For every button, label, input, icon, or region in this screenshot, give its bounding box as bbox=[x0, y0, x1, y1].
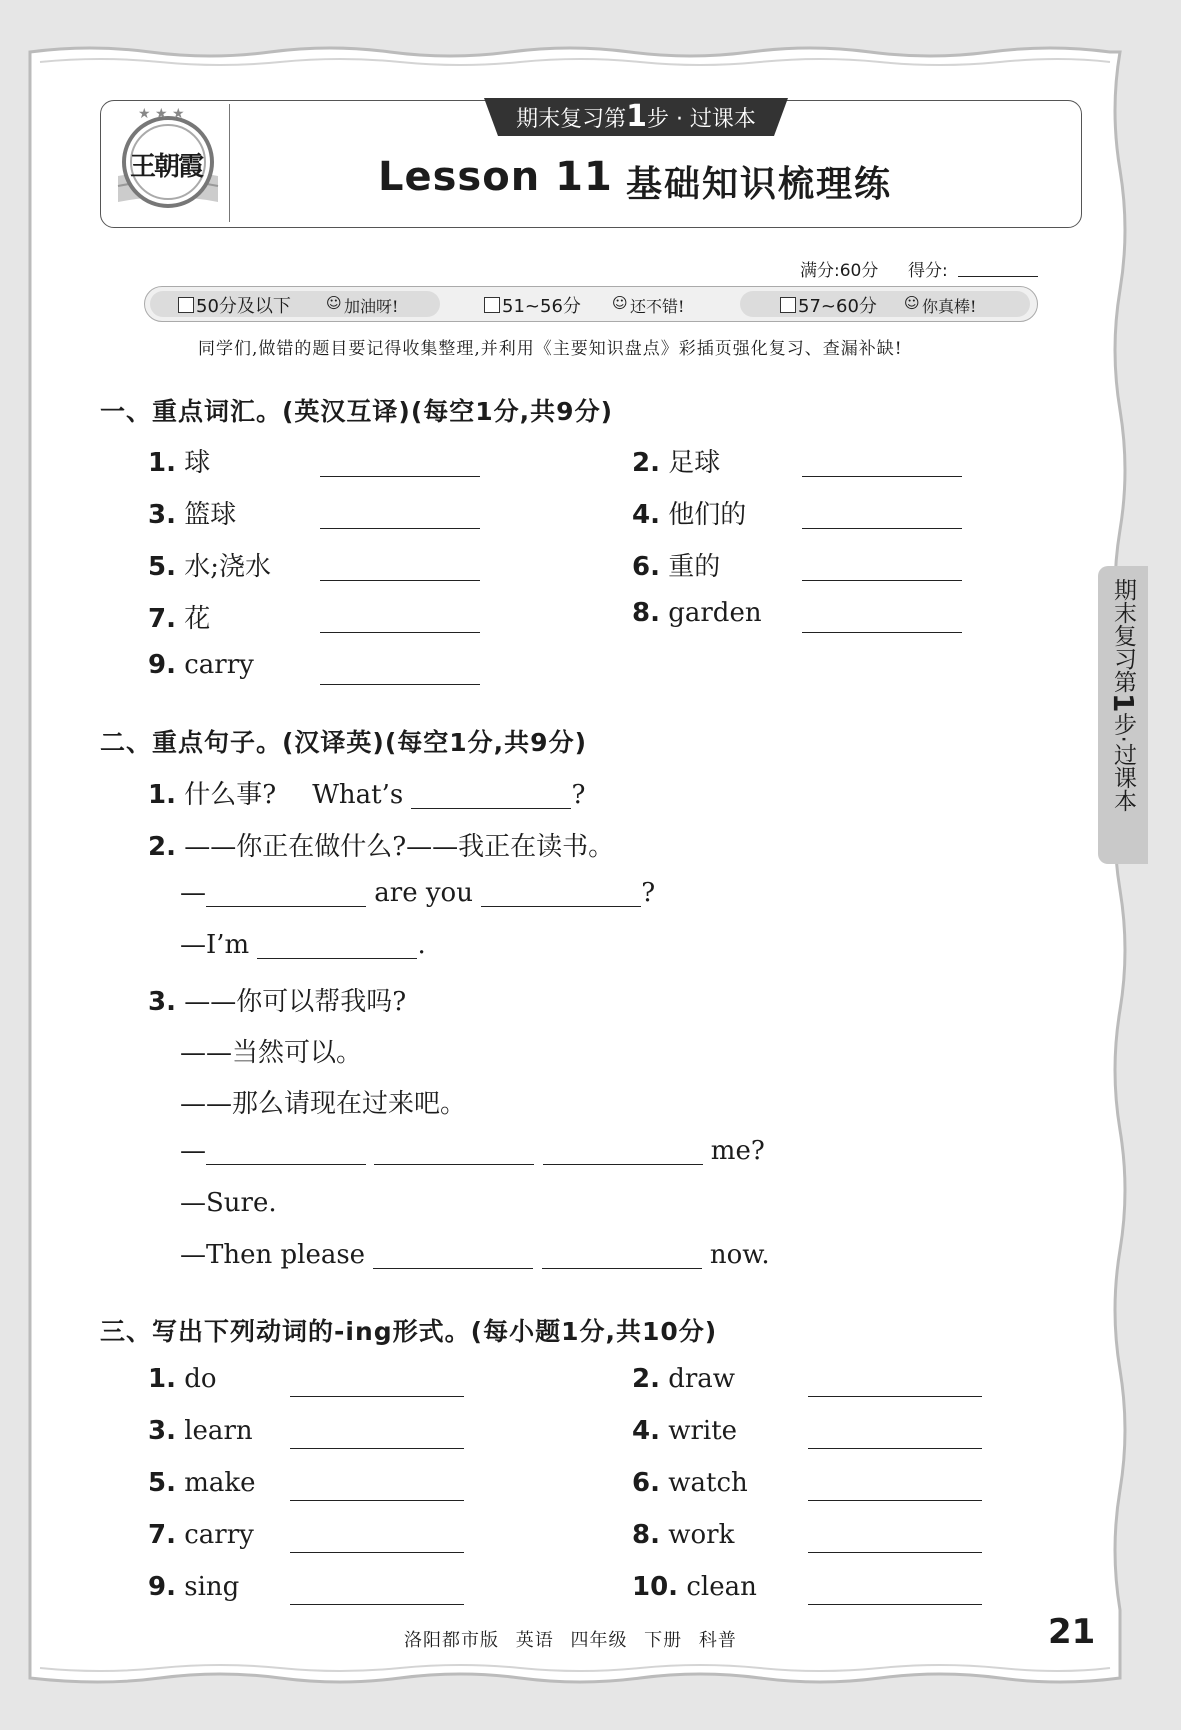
q3-blank-4[interactable] bbox=[373, 1242, 533, 1269]
lesson-subtitle: 基础知识梳理练 bbox=[626, 164, 893, 205]
ing-blank-10[interactable] bbox=[808, 1604, 982, 1605]
level-1-comment: 加油呀! bbox=[344, 297, 399, 316]
ing-blank-4[interactable] bbox=[808, 1448, 982, 1449]
vocab-item-5: 5. 水;浇水 bbox=[148, 552, 271, 582]
vocab-blank-3[interactable] bbox=[320, 528, 480, 529]
q3-line-1: — me? bbox=[180, 1136, 765, 1166]
section-3-title: 三、写出下列动词的-ing形式。(每小题1分,共10分) bbox=[100, 1317, 718, 1346]
got-score-blank[interactable] bbox=[958, 276, 1038, 277]
ing-blank-1[interactable] bbox=[290, 1396, 464, 1397]
vocab-blank-8[interactable] bbox=[802, 632, 962, 633]
level-1-range: 50分及以下 bbox=[196, 296, 291, 317]
ing-item-4: 4. write bbox=[632, 1416, 738, 1446]
logo-text: 王朝霞 bbox=[130, 152, 203, 182]
section-1-title: 一、重点词汇。(英汉互译)(每空1分,共9分) bbox=[100, 397, 613, 426]
vocab-item-6: 6. 重的 bbox=[632, 552, 721, 582]
vocab-item-4: 4. 他们的 bbox=[632, 500, 747, 530]
sentence-q1: 1. 什么事? What’s ? bbox=[148, 780, 586, 810]
ing-blank-2[interactable] bbox=[808, 1396, 982, 1397]
ing-item-10: 10. clean bbox=[632, 1572, 757, 1602]
vocab-item-1: 1. 球 bbox=[148, 448, 211, 478]
side-tab-post: 步·过课本 bbox=[1110, 712, 1136, 812]
vocab-item-9: 9. carry bbox=[148, 650, 254, 680]
vocab-blank-9[interactable] bbox=[320, 684, 480, 685]
q3-line-3: —Then please now. bbox=[180, 1240, 770, 1270]
ing-item-6: 6. watch bbox=[632, 1468, 748, 1498]
q3-blank-5[interactable] bbox=[542, 1242, 702, 1269]
ing-item-9: 9. sing bbox=[148, 1572, 240, 1602]
vocab-item-7: 7. 花 bbox=[148, 604, 211, 634]
vocab-blank-7[interactable] bbox=[320, 632, 480, 633]
ing-item-8: 8. work bbox=[632, 1520, 735, 1550]
level-2-range: 51~56分 bbox=[502, 296, 581, 317]
side-tab-num: 1 bbox=[1107, 693, 1140, 713]
page-number: 21 bbox=[1048, 1612, 1096, 1652]
q3-blank-3[interactable] bbox=[543, 1138, 703, 1165]
sentence-q3: 3. ——你可以帮我吗? bbox=[148, 987, 407, 1017]
ing-item-7: 7. carry bbox=[148, 1520, 254, 1550]
ing-blank-7[interactable] bbox=[290, 1552, 464, 1553]
q3-line-2: —Sure. bbox=[180, 1188, 277, 1218]
got-score-label: 得分: bbox=[908, 261, 948, 281]
level-3-face-icon: ☺ bbox=[904, 294, 920, 312]
level-1-checkbox[interactable] bbox=[178, 297, 194, 313]
level-3-range: 57~60分 bbox=[798, 296, 877, 317]
ing-blank-3[interactable] bbox=[290, 1448, 464, 1449]
vocab-item-8: 8. garden bbox=[632, 598, 762, 628]
svg-text:★ ★ ★: ★ ★ ★ bbox=[138, 106, 185, 122]
banner-pre: 期末复习第 bbox=[516, 107, 627, 132]
footer-edition: 洛阳都市版 英语 四年级 下册 科普 bbox=[404, 1630, 737, 1651]
sentence-q2: 2. ——你正在做什么?——我正在读书。 bbox=[148, 832, 615, 862]
level-2-comment: 还不错! bbox=[630, 297, 685, 316]
vocab-blank-4[interactable] bbox=[802, 528, 962, 529]
ing-item-2: 2. draw bbox=[632, 1364, 736, 1394]
level-3-checkbox[interactable] bbox=[780, 297, 796, 313]
full-score: 满分:60分 bbox=[800, 261, 879, 281]
q1-blank[interactable] bbox=[411, 782, 571, 809]
ing-item-3: 3. learn bbox=[148, 1416, 253, 1446]
banner-num: 1 bbox=[626, 99, 647, 134]
header-divider bbox=[229, 104, 230, 222]
q3-cn-2: ——当然可以。 bbox=[180, 1038, 363, 1068]
vocab-blank-2[interactable] bbox=[802, 476, 962, 477]
ing-item-5: 5. make bbox=[148, 1468, 256, 1498]
vocab-item-3: 3. 篮球 bbox=[148, 500, 237, 530]
level-2-face-icon: ☺ bbox=[612, 294, 628, 312]
q3-blank-1[interactable] bbox=[206, 1138, 366, 1165]
q3-blank-2[interactable] bbox=[374, 1138, 534, 1165]
q2-blank-2[interactable] bbox=[481, 880, 641, 907]
ing-blank-5[interactable] bbox=[290, 1500, 464, 1501]
q2-blank-3[interactable] bbox=[257, 932, 417, 959]
vocab-item-2: 2. 足球 bbox=[632, 448, 721, 478]
vocab-blank-6[interactable] bbox=[802, 580, 962, 581]
study-note: 同学们,做错的题目要记得收集整理,并利用《主要知识盘点》彩插页强化复习、查漏补缺! bbox=[198, 339, 903, 359]
q2-line-2: —I’m . bbox=[180, 930, 426, 960]
ing-blank-9[interactable] bbox=[290, 1604, 464, 1605]
lesson-title: Lesson 11 bbox=[378, 154, 613, 200]
q3-cn-3: ——那么请现在过来吧。 bbox=[180, 1089, 467, 1119]
side-tab-pre: 期末复习第 bbox=[1110, 578, 1136, 693]
banner-post: 步 · 过课本 bbox=[646, 107, 756, 132]
side-tab-text bbox=[1107, 578, 1140, 812]
section-2-title: 二、重点句子。(汉译英)(每空1分,共9分) bbox=[100, 728, 587, 757]
level-3-comment: 你真棒! bbox=[922, 297, 977, 316]
vocab-blank-5[interactable] bbox=[320, 580, 480, 581]
q2-line-1: — are you ? bbox=[180, 878, 656, 908]
vocab-blank-1[interactable] bbox=[320, 476, 480, 477]
ing-item-1: 1. do bbox=[148, 1364, 217, 1394]
level-1-face-icon: ☺ bbox=[326, 294, 342, 312]
level-2-checkbox[interactable] bbox=[484, 297, 500, 313]
ing-blank-6[interactable] bbox=[808, 1500, 982, 1501]
q2-blank-1[interactable] bbox=[206, 880, 366, 907]
ing-blank-8[interactable] bbox=[808, 1552, 982, 1553]
banner-text bbox=[500, 100, 772, 137]
